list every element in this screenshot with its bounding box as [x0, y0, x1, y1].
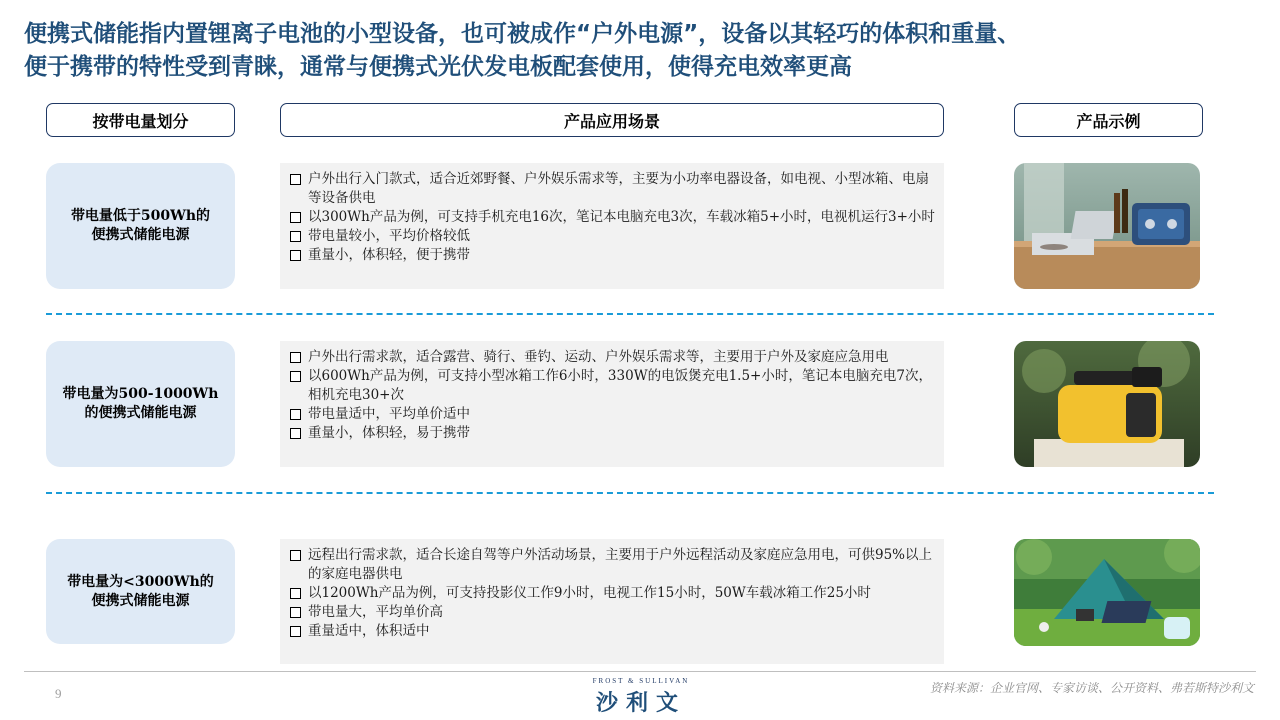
title-line-1: 便携式储能指内置锂离子电池的小型设备，也可被成作“户外电源”，设备以其轻巧的体积和重量、	[24, 21, 1021, 47]
category-1-line-2: 便携式储能电源	[91, 227, 190, 243]
bullet-text: 重量小，体积轻，易于携带	[308, 425, 470, 441]
bullet-text: 以300Wh产品为例，可支持手机充电16次，笔记本电脑充电3次，车载冰箱5+小时，电视机运行3+小时	[308, 209, 935, 225]
bullet-item	[290, 603, 936, 622]
scenario-box-2	[280, 341, 944, 467]
checkbox-icon	[290, 250, 301, 261]
bullet-text: 重量适中，体积适中	[308, 623, 430, 639]
row-separator	[46, 492, 1214, 494]
bullet-item	[290, 348, 936, 367]
page-title	[24, 18, 1264, 84]
brand-logo: 沙利文	[595, 691, 686, 716]
bullet-text: 带电量大，平均单价高	[308, 604, 443, 620]
category-2-line-1: 带电量为500-1000Wh	[62, 386, 219, 402]
checkbox-icon	[290, 607, 301, 618]
header-category: 按带电量划分	[46, 103, 235, 137]
row-separator	[46, 313, 1214, 315]
bullet-text: 带电量较小，平均价格较低	[308, 228, 470, 244]
category-3-line-2: 便携式储能电源	[91, 592, 190, 609]
checkbox-icon	[290, 174, 301, 185]
category-1-line-1: 带电量低于500Wh的	[70, 208, 211, 224]
footer-divider	[24, 671, 1256, 672]
scenario-box-1	[280, 163, 944, 289]
header-example: 产品示例	[1014, 103, 1203, 137]
checkbox-icon	[290, 550, 301, 561]
checkbox-icon	[290, 428, 301, 439]
bullet-text: 户外出行需求款，适合露营、骑行、垂钓、运动、户外娱乐需求等，主要用于户外及家庭应急用电	[308, 349, 889, 365]
checkbox-icon	[290, 409, 301, 420]
category-box-2	[46, 341, 235, 467]
checkbox-icon	[290, 231, 301, 242]
category-2-line-2: 的便携式储能电源	[84, 405, 197, 421]
bullet-item	[290, 208, 936, 227]
bullet-item	[290, 622, 936, 641]
bullet-item	[290, 367, 936, 405]
category-box-3	[46, 539, 235, 644]
bullet-item	[290, 405, 936, 424]
bullet-item	[290, 584, 936, 603]
brand-logo-english: FROST & SULLIVAN	[592, 677, 690, 685]
category-box-1	[46, 163, 235, 289]
bullet-item	[290, 246, 936, 265]
product-photo-1	[1014, 163, 1200, 289]
checkbox-icon	[290, 626, 301, 637]
bullet-item	[290, 170, 936, 208]
bullet-item	[290, 424, 936, 443]
checkbox-icon	[290, 588, 301, 599]
category-3-line-1: 带电量为<3000Wh的	[67, 573, 214, 590]
bullet-text: 户外出行入门款式，适合近郊野餐、户外娱乐需求等，主要为小功率电器设备，如电视、小型冰箱、电扇等设备供电	[308, 171, 929, 206]
bullet-item	[290, 227, 936, 246]
checkbox-icon	[290, 352, 301, 363]
bullet-item	[290, 546, 936, 584]
bullet-text: 以1200Wh产品为例，可支持投影仪工作9小时，电视工作15小时，50W车载冰箱工作25小时	[308, 585, 871, 601]
checkbox-icon	[290, 371, 301, 382]
scenario-box-3	[280, 539, 944, 664]
bullet-text: 远程出行需求款，适合长途自驾等户外活动场景，主要用于户外远程活动及家庭应急用电，可供95%以上的家庭电器供电	[308, 547, 933, 582]
checkbox-icon	[290, 212, 301, 223]
bullet-text: 以600Wh产品为例，可支持小型冰箱工作6小时，330W的电饭煲充电1.5+小时，笔记本电脑充电7次，相机充电30+次	[308, 368, 932, 403]
page-number: 9	[55, 686, 62, 701]
header-scenario: 产品应用场景	[280, 103, 944, 137]
bullet-text: 带电量适中，平均单价适中	[308, 406, 470, 422]
product-photo-2	[1014, 341, 1200, 467]
product-photo-3	[1014, 539, 1200, 646]
bullet-text: 重量小，体积轻，便于携带	[308, 247, 470, 263]
source-note: 资料来源：企业官网、专家访谈、公开资料、弗若斯特沙利文	[929, 681, 1254, 695]
title-line-2: 便于携带的特性受到青睐，通常与便携式光伏发电板配套使用，使得充电效率更高	[24, 54, 852, 80]
